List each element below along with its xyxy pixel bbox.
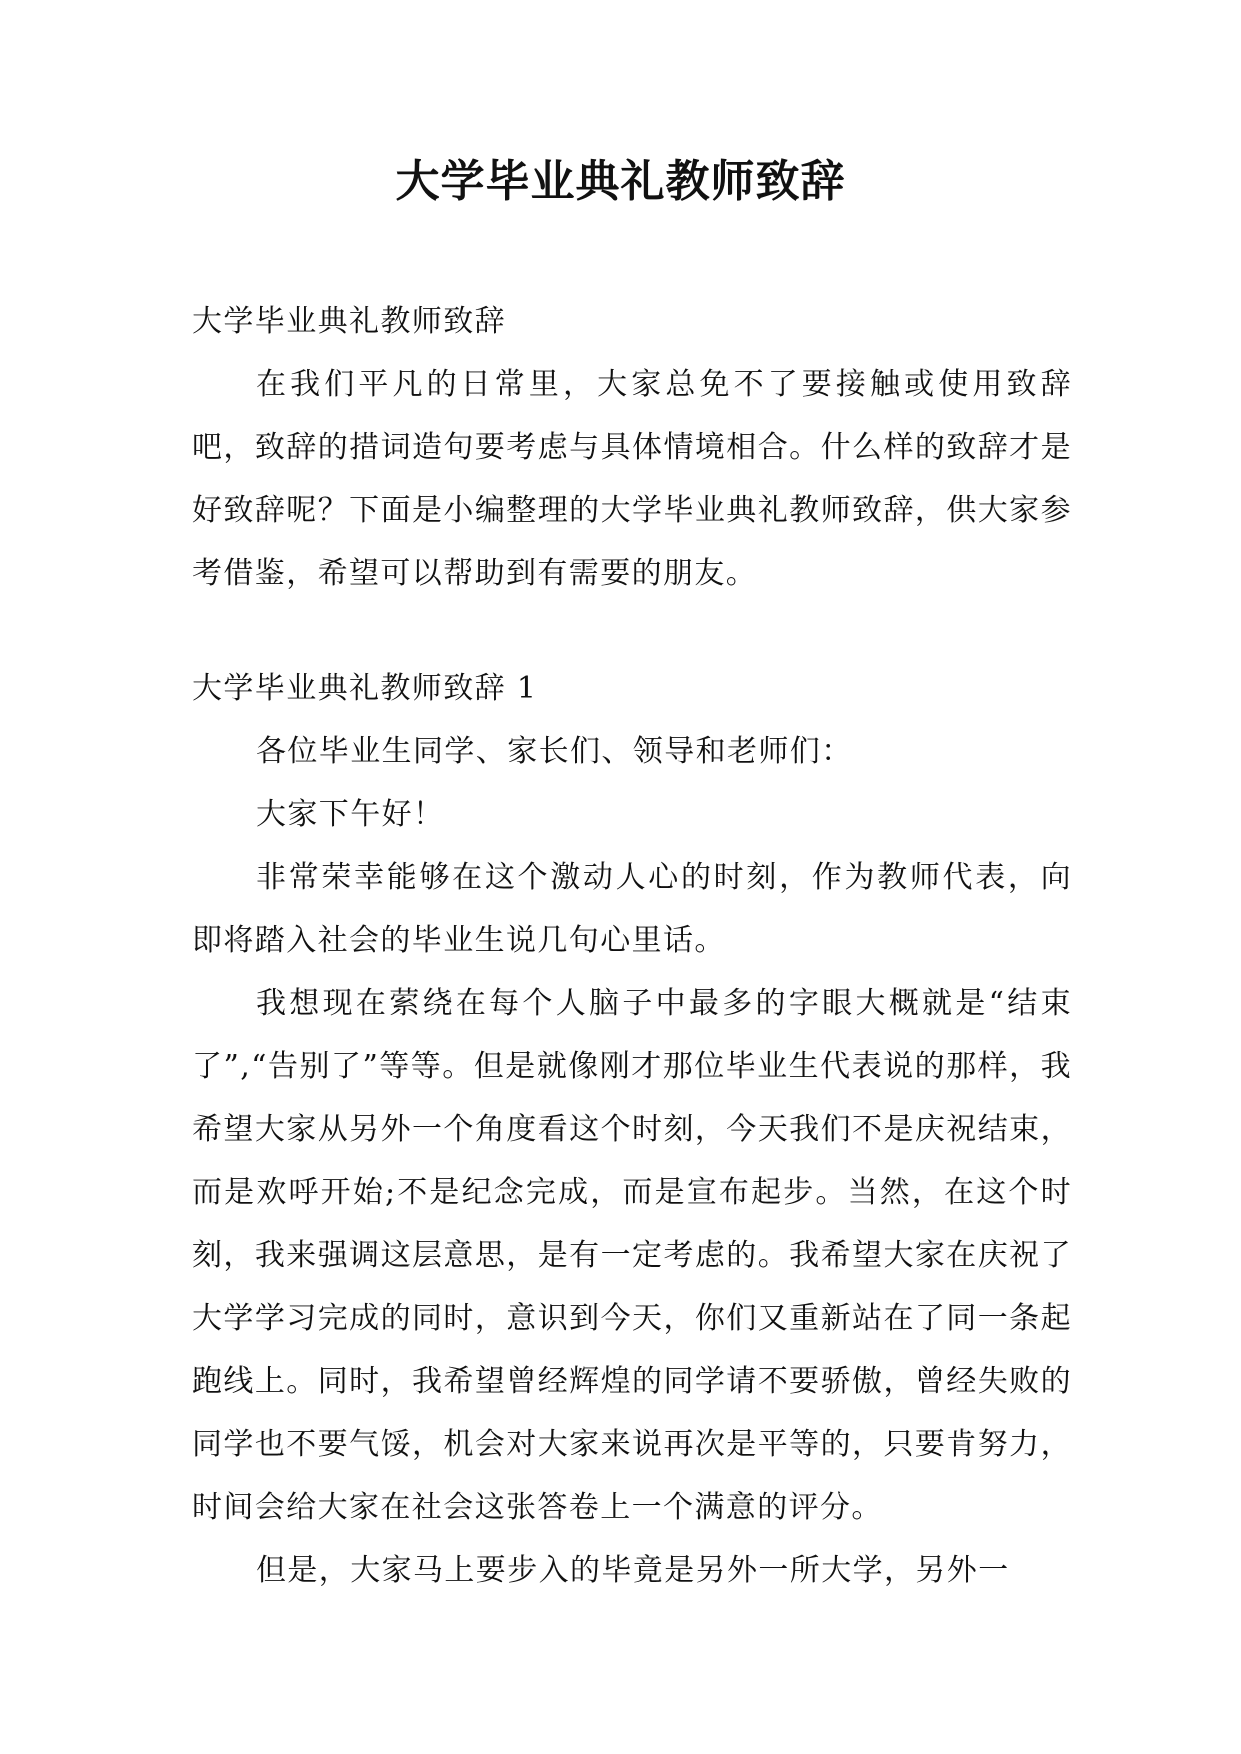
salutation-paragraph: 各位毕业生同学、家长们、领导和老师们： [256, 734, 853, 769]
document-title: 大学毕业典礼教师致辞 [395, 156, 846, 207]
section-spacer [192, 605, 1072, 657]
body-paragraph: 非常荣幸能够在这个激动人心的时刻，作为教师代表，向即将踏入社会的毕业生说几句心里话。 [192, 860, 1072, 958]
intro-heading: 大学毕业典礼教师致辞 [192, 304, 506, 339]
intro-paragraph: 在我们平凡的日常里，大家总免不了要接触或使用致辞吧，致辞的措词造句要考虑与具体情境相合。什么样的致辞才是好致辞呢？下面是小编整理的大学毕业典礼教师致辞，供大家参考借鉴，希望可以帮助到有需要的朋友。 [192, 367, 1072, 591]
greeting-paragraph: 大家下午好！ [256, 797, 445, 832]
body-paragraph: 但是，大家马上要步入的毕竟是另外一所大学，另外一 [256, 1553, 1010, 1588]
section-heading: 大学毕业典礼教师致辞 1 [192, 671, 538, 706]
body-paragraph: 我想现在萦绕在每个人脑子中最多的字眼大概就是“结束了”,“告别了”等等。但是就像刚才那位毕业生代表说的那样，我希望大家从另外一个角度看这个时刻，今天我们不是庆祝结束，而是欢呼开始;不是纪念完成，而是宣布起步。当然，在这个时刻，我来强调这层意思，是有一定考虑的。我希望大家在庆祝了大学学习完成的同时，意识到今天，你们又重新站在了同一条起跑线上。同时，我希望曾经辉煌的同学请不要骄傲，曾经失败的同学也不要气馁，机会对大家来说再次是平等的，只要肯努力，时间会给大家在社会这张答卷上一个满意的评分。 [192, 986, 1072, 1525]
document-body [192, 290, 1072, 1602]
